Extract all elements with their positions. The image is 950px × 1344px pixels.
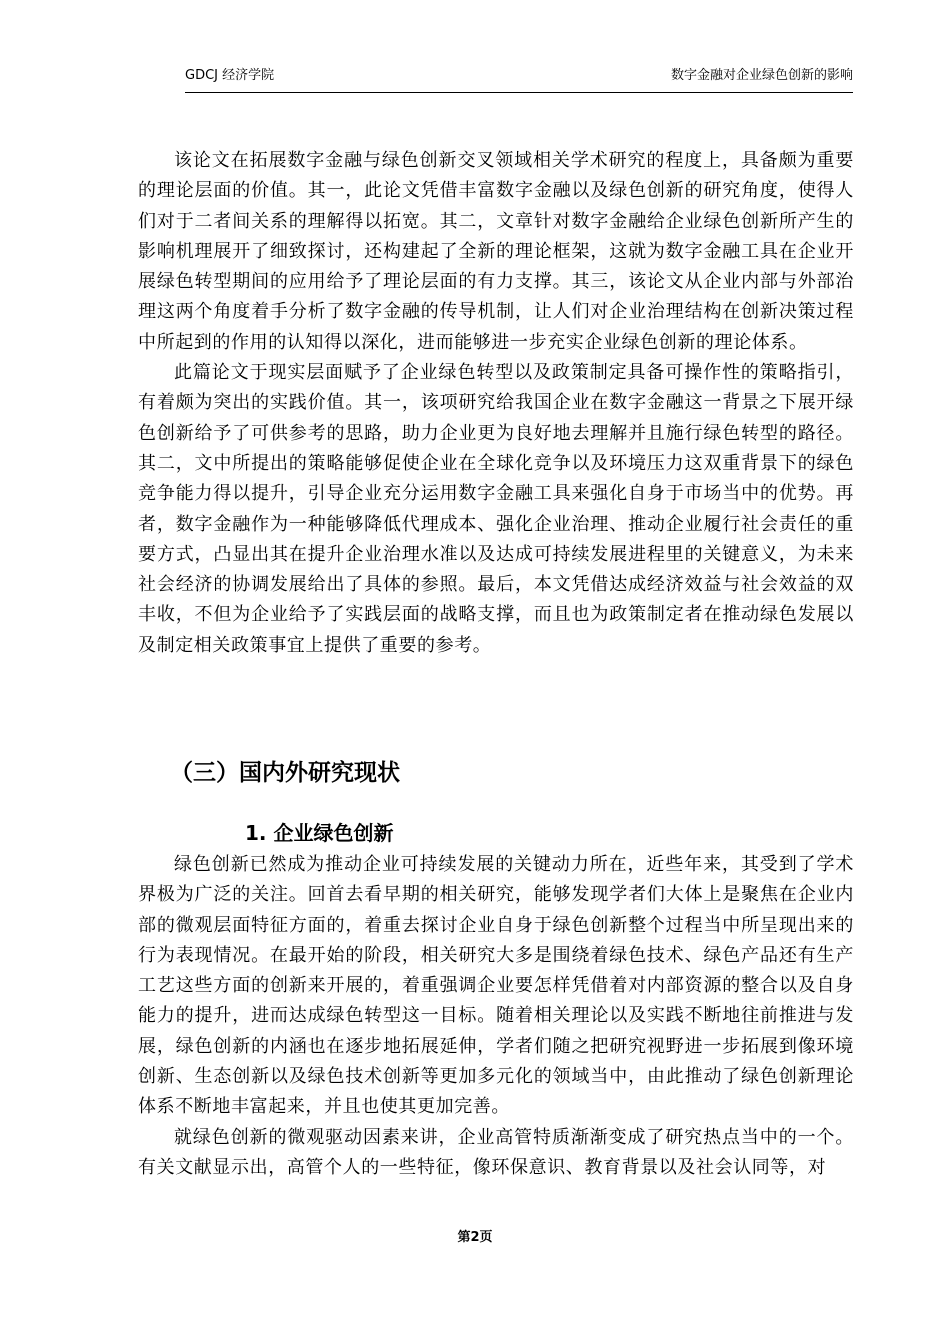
section-heading: （三）国内外研究现状 <box>170 760 400 786</box>
header-school: GDCJ 经济学院 <box>185 68 275 83</box>
body-top <box>138 146 854 661</box>
page-header <box>185 66 853 92</box>
header-divider <box>185 92 853 93</box>
body-bottom <box>138 850 854 1183</box>
paragraph-micro-drivers: 就绿色创新的微观驱动因素来讲，企业高管特质渐渐变成了研究热点当中的一个。有关文献显示出，高管个人的一些特征，像环保意识、教育背景以及社会认同等，对 <box>138 1126 854 1178</box>
page-number: 第2页 <box>457 1230 493 1245</box>
paragraph-green-innovation: 绿色创新已然成为推动企业可持续发展的关键动力所在，近些年来，其受到了学术界极为广泛的关注。回首去看早期的相关研究，能够发现学者们大体上是聚焦在企业内部的微观层面特征方面的，着重去探讨企业自身于绿色创新整个过程当中所呈现出来的行为表现情况。在最开始的阶段，相关研究大多是围绕着绿色技术、绿色产品还有生产工艺这些方面的创新来开展的，着重强调企业要怎样凭借着对内部资源的整合以及自身能力的提升，进而达成绿色转型这一目标。随着相关理论以及实践不断地往前推进与发展，绿色创新的内涵也在逐步地拓展延伸，学者们随之把研究视野进一步拓展到像环境创新、生态创新以及绿色技术创新等更加多元化的领域当中，由此推动了绿色创新理论体系不断地丰富起来，并且也使其更加完善。 <box>138 854 854 1118</box>
paragraph-theoretical-value: 该论文在拓展数字金融与绿色创新交叉领域相关学术研究的程度上，具备颇为重要的理论层面的价值。其一，此论文凭借丰富数字金融以及绿色创新的研究角度，使得人们对于二者间关系的理解得以拓宽。其二，文章针对数字金融给企业绿色创新所产生的影响机理展开了细致探讨，还构建起了全新的理论框架，这就为数字金融工具在企业开展绿色转型期间的应用给予了理论层面的有力支撑。其三，该论文从企业内部与外部治理这两个角度着手分析了数字金融的传导机制，让人们对企业治理结构在创新决策过程中所起到的作用的认知得以深化，进而能够进一步充实企业绿色创新的理论体系。 <box>138 150 854 353</box>
header-title: 数字金融对企业绿色创新的影响 <box>670 68 853 83</box>
paragraph-practical-value: 此篇论文于现实层面赋予了企业绿色转型以及政策制定具备可操作性的策略指引，有着颇为突出的实践价值。其一，该项研究给我国企业在数字金融这一背景之下展开绿色创新给予了可供参考的思路，助力企业更为良好地去理解并且施行绿色转型的路径。其二，文中所提出的策略能够促使企业在全球化竞争以及环境压力这双重背景下的绿色竞争能力得以提升，引导企业充分运用数字金融工具来强化自身于市场当中的优势。再者，数字金融作为一种能够降低代理成本、强化企业治理、推动企业履行社会责任的重要方式，凸显出其在提升企业治理水准以及达成可持续发展进程里的关键意义，为未来社会经济的协调发展给出了具体的参照。最后，本文凭借达成经济效益与社会效益的双丰收，不但为企业给予了实践层面的战略支撑，而且也为政策制定者在推动绿色发展以及制定相关政策事宜上提供了重要的参考。 <box>138 362 854 656</box>
subsection-heading: 1. 企业绿色创新 <box>245 821 394 845</box>
